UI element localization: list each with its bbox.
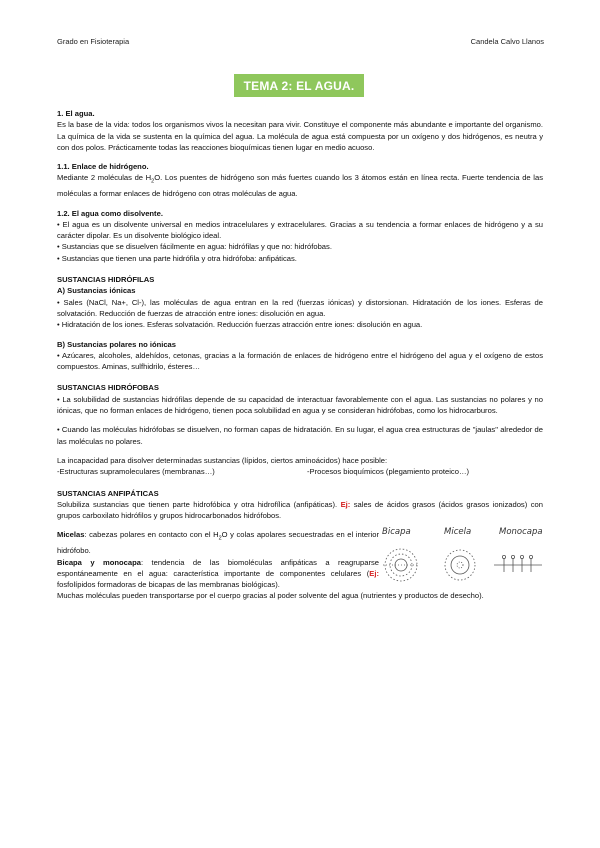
paragraph: • Cuando las moléculas hidrófobas se disuelven, no forman capas de hidratación. En su lugar, el agua crea estructuras de "jaulas" alrededor de las moléculas no polares.: [57, 425, 543, 446]
hidrofobas-heading: SUSTANCIAS HIDRÓFOBAS: [57, 383, 159, 393]
bullet: • Sales (NaCl, Na+, Cl-), las moléculas de agua entran en la red (fuerzas iónicas) y distorsionan. Hidratación de los iones. Esferas de solvatación. Reducción de fuerzas de atracción entre iones: disolución en agua.: [57, 297, 543, 318]
polares-heading: B) Sustancias polares no iónicas: [57, 339, 177, 349]
bullet: • El agua es un disolvente universal en medios intracelulares y extracelulares. Gracias a su tendencia a formar enlaces de hidrógeno y a su carácter dipolar. Es un disolvente biológico ideal.: [57, 219, 543, 241]
content: [57, 108, 543, 602]
paragraph: La incapacidad para disolver determinadas sustancias (lípidos, ciertos aminoácidos) hace posible:: [57, 455, 388, 465]
section-1-text: Es la base de la vida: todos los organismos vivos la necesitan para vivir. Constituye el componente más abundante e importante del organismo. La química de la vida se sustenta en la química del agua. La molécula de agua está compuesta por un oxígeno y dos hidrógenos, es neutra y con dos polos. Prácticamente todas las reacciones bioquímicas tienen lugar en medio acuoso.: [57, 120, 543, 152]
micela-drawing: [445, 550, 475, 580]
header-left: Grado en Fisioterapia: [57, 37, 130, 46]
anfipaticas-heading: SUSTANCIAS ANFIPÁTICAS: [57, 488, 159, 498]
lipid-structures-drawing: [382, 527, 547, 589]
section-1-2-heading: 1.2. El agua como disolvente.: [57, 208, 163, 218]
micelas-block: [57, 529, 543, 590]
diagram-label-monocapa: Monocapa: [499, 527, 543, 538]
paragraph: -Estructuras supramoleculares (membranas…) -Procesos bioquímicos (plegamiento proteico…): [57, 467, 470, 477]
micelas-text: Micelas: cabezas polares en contacto con el $H_2O$ y colas apolares secuestradas en el interior hidrófobo.: [57, 530, 379, 556]
paragraph: Solubiliza sustancias que tienen parte hidrofóbica y otra hidrofílica (anfipáticas). Ej: sales de ácidos grasos (ácidos grasos ionizados) con grupos carboxilato hidrófilos y grupos hidrocarbonados hidrófobos.: [57, 499, 543, 521]
bullet: • Sustancias que se disuelven fácilmente en agua: hidrófilas y que no: hidrófobas.: [57, 242, 332, 252]
bullet: • Sustancias que tienen una parte hidrófila y otra hidrófoba: anfipáticas.: [57, 253, 297, 263]
monocapa-drawing: [494, 556, 542, 573]
section-1-1-heading: 1.1. Enlace de hidrógeno.: [57, 162, 149, 172]
section-1-heading: 1. El agua.: [57, 109, 95, 118]
membrane-diagram: [382, 527, 547, 589]
title-banner: TEMA 2: EL AGUA.: [234, 74, 364, 97]
closing-paragraph: Muchas moléculas pueden transportarse por el cuerpo gracias al poder solvente del agua (nutrientes y productos de desecho).: [57, 591, 484, 601]
bicapa-drawing: [383, 549, 419, 581]
section-1-1-text: Mediante 2 moléculas de $H_2O$. Los puentes de hidrógeno son más fuertes cuando los 3 átomos están en línea recta. Fuerte tendencia de las moléculas a formar enlaces de hidrógeno con otras moléculas de agua.: [57, 173, 543, 199]
diagram-label-micela: Micela: [444, 527, 472, 538]
bullet: • Hidratación de los iones. Esferas solvatación. Reducción fuerzas atracción entre iones: disolución en agua.: [57, 320, 423, 330]
hidrofilas-heading: SUSTANCIAS HIDRÓFILAS: [57, 275, 155, 285]
diagram-label-bicapa: Bicapa: [382, 527, 411, 538]
header-right: Candela Calvo Llanos: [470, 37, 544, 46]
bicapa-text: Bicapa y monocapa: tendencia de las biomoléculas anfipáticas a reagruparse espontáneamente en el agua: característica importante de componentes celulares (Ej: fosfolípidos formadoras de bicapas de las membranas biológicas).: [57, 557, 379, 590]
ionicas-heading: A) Sustancias iónicas: [57, 286, 136, 296]
bullet: • Azúcares, alcoholes, aldehídos, cetonas, gracias a la formación de enlaces de hidrógeno entre el hidrógeno del agua y el oxígeno de estos compuestos. Aminas, sulfhidrilo, ésteres…: [57, 350, 543, 372]
paragraph: • La solubilidad de sustancias hidrófilas depende de su capacidad de interactuar favorablemente con el agua. Las sustancias no polares y no iónicas, que no forman enlaces de hidrógeno, tienen poca solubilidad en agua y se consideran hidrófobas, como los hidrocarburos.: [57, 394, 543, 416]
